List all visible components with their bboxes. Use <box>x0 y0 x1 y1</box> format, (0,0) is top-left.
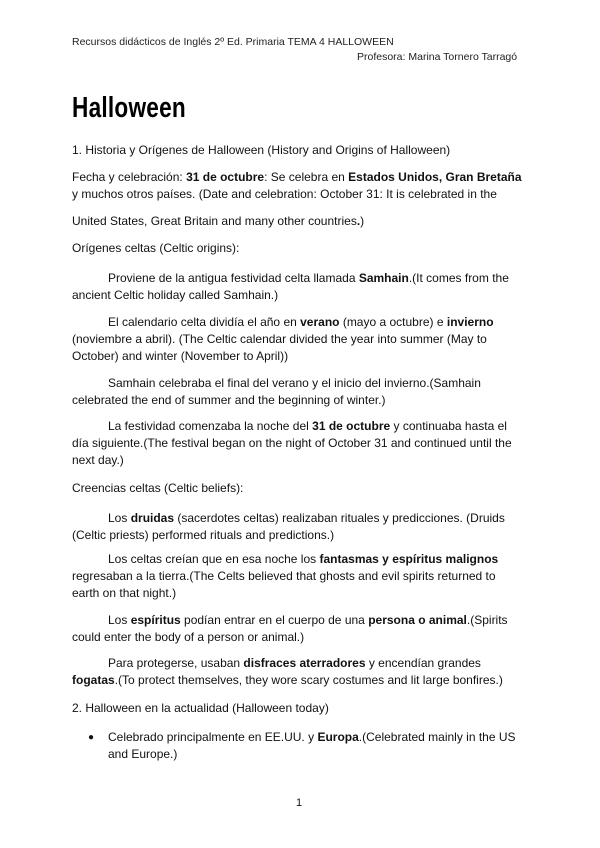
text-line <box>72 435 542 452</box>
text-run: 1. Historia y Orígenes de Halloween (History and Origins of Halloween) <box>72 143 451 157</box>
text-line <box>72 568 542 585</box>
text-run: United States, Great Britain and many other countries <box>72 214 357 228</box>
paragraph <box>72 142 542 159</box>
text-line <box>72 203 542 213</box>
text-line <box>72 314 542 331</box>
text-run: Proviene de la antigua festividad celta llamada <box>108 271 359 285</box>
page-title: Halloween <box>72 92 186 124</box>
bold-text: invierno <box>446 315 494 329</box>
text-run: El calendario celta dividía el año en <box>108 315 301 329</box>
text-run: celebrated the end of summer and the beginning of winter.) <box>72 393 386 407</box>
text-line <box>72 270 542 287</box>
text-run: Creencias celtas (Celtic beliefs): <box>72 481 244 495</box>
bold-text: Europa <box>317 730 359 744</box>
bullet-item <box>88 729 578 763</box>
bold-text: fogatas <box>72 673 115 687</box>
text-line <box>72 375 542 392</box>
bold-text: fantasmas y espíritus malignos <box>319 552 499 566</box>
page-number: 1 <box>296 797 303 809</box>
bold-text: 31 de octubre <box>312 419 391 433</box>
bold-text: Samhain <box>358 271 409 285</box>
bold-text: persona o animal <box>368 613 467 627</box>
text-line <box>72 418 542 435</box>
bullet-icon: ● <box>88 732 95 743</box>
text-run: .(To protect themselves, they wore scary costumes and lit large bonfires.) <box>114 673 503 687</box>
text-run: (mayo a octubre) e <box>339 315 447 329</box>
paragraph <box>72 700 542 717</box>
text-line <box>72 612 542 629</box>
text-line <box>72 452 542 469</box>
text-line <box>72 585 542 602</box>
text-run: ) <box>360 214 365 228</box>
header-course-line: Recursos didácticos de Inglés 2º Ed. Primaria TEMA 4 HALLOWEEN <box>72 36 394 48</box>
text-run: Orígenes celtas (Celtic origins): <box>72 241 240 255</box>
paragraph <box>72 314 542 365</box>
text-run: .(Celebrated mainly in the US <box>358 730 516 744</box>
bold-text: verano <box>300 315 340 329</box>
text-line <box>72 186 542 203</box>
paragraph <box>72 418 542 469</box>
text-run: La festividad comenzaba la noche del <box>108 419 313 433</box>
text-line <box>72 331 542 348</box>
paragraph <box>72 169 542 230</box>
text-line <box>72 213 542 230</box>
text-run: Fecha y celebración: <box>72 170 187 184</box>
paragraph <box>72 551 542 602</box>
text-line <box>72 287 542 304</box>
bold-text: 31 de octubre <box>186 170 265 184</box>
text-run: y continuaba hasta el <box>390 419 507 433</box>
text-run: ancient Celtic holiday called Samhain.) <box>72 288 279 302</box>
text-run: 2. Halloween en la actualidad (Halloween today) <box>72 701 329 715</box>
text-line <box>72 348 542 365</box>
text-run: Los celtas creían que en esa noche los <box>108 552 320 566</box>
text-run: regresaban a la tierra.(The Celts believed that ghosts and evil spirits returned to <box>72 569 496 583</box>
bold-text: Estados Unidos, Gran Bretaña <box>348 170 522 184</box>
text-run: y muchos otros países. (Date and celebration: October 31: It is celebrated in the <box>72 187 497 201</box>
text-run: Celebrado principalmente en EE.UU. y <box>108 730 318 744</box>
paragraph <box>72 270 542 304</box>
text-run: día siguiente.(The festival began on the night of October 31 and continued until the <box>72 436 512 450</box>
text-line <box>72 142 542 159</box>
text-line <box>72 240 542 257</box>
paragraph <box>72 612 542 646</box>
text-run: Para protegerse, usaban <box>108 656 244 670</box>
text-line <box>108 729 578 746</box>
text-run: October) and winter (November to April)) <box>72 349 289 363</box>
text-run: .(It comes from the <box>408 271 509 285</box>
text-line <box>72 392 542 409</box>
bold-text: druidas <box>130 511 175 525</box>
text-line <box>72 480 542 497</box>
text-line <box>72 629 542 646</box>
text-line <box>72 672 542 689</box>
text-run: (Celtic priests) performed rituals and predictions.) <box>72 528 335 542</box>
text-line <box>72 527 542 544</box>
text-run: : Se celebra en <box>264 170 349 184</box>
text-line <box>72 700 542 717</box>
text-run: Los <box>108 613 131 627</box>
bold-text: . <box>356 214 361 228</box>
text-run: earth on that night.) <box>72 586 177 600</box>
text-run: could enter the body of a person or animal.) <box>72 630 305 644</box>
bold-text: espíritus <box>130 613 181 627</box>
paragraph <box>72 375 542 409</box>
bold-text: disfraces aterradores <box>243 656 366 670</box>
text-line <box>72 551 542 568</box>
text-line <box>108 746 578 763</box>
text-run: Los <box>108 511 131 525</box>
text-run: Samhain celebraba el final del verano y el inicio del invierno.(Samhain <box>108 376 481 390</box>
text-run: and Europe.) <box>108 747 178 761</box>
text-run: podían entrar en el cuerpo de una <box>180 613 369 627</box>
text-run: (noviembre a abril). (The Celtic calendar divided the year into summer (May to <box>72 332 487 346</box>
text-line <box>72 510 542 527</box>
paragraph <box>72 480 542 497</box>
text-run: next day.) <box>72 453 124 467</box>
text-line <box>72 169 542 186</box>
paragraph <box>72 510 542 544</box>
header-teacher-line: Profesora: Marina Tornero Tarragó <box>357 51 518 63</box>
text-line <box>72 655 542 672</box>
text-run: y encendían grandes <box>365 656 481 670</box>
paragraph <box>72 655 542 689</box>
paragraph <box>72 240 542 257</box>
text-run: (sacerdotes celtas) realizaban rituales y predicciones. (Druids <box>174 511 505 525</box>
text-run: .(Spirits <box>466 613 508 627</box>
